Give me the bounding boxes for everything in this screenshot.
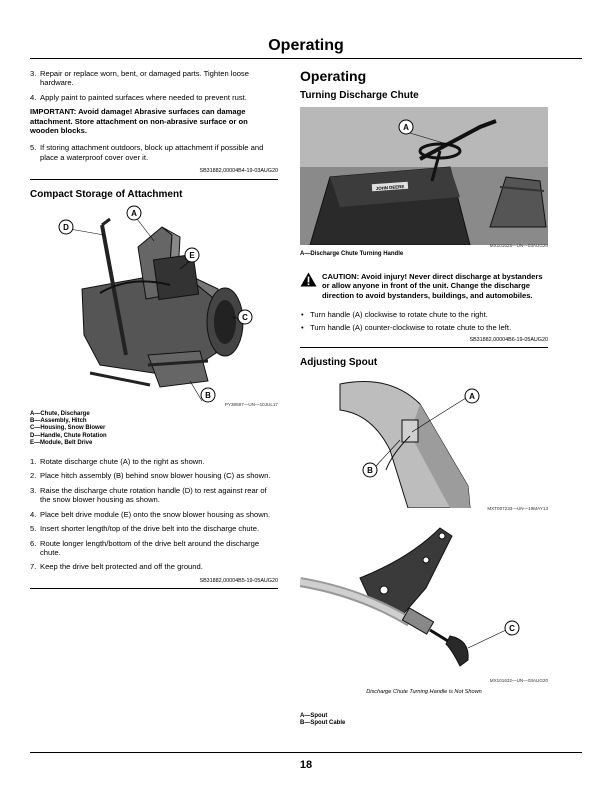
svg-text:B: B <box>205 391 211 401</box>
john-deere-logo-text: JOHN DEERE <box>375 183 405 191</box>
important-note: IMPORTANT: Avoid damage! Abrasive surfaces can damage attachment. Store attachment on non-abrasive surface or on wooden blocks. <box>30 107 248 136</box>
callout-d <box>59 220 73 234</box>
list-item: 6. Route longer length/bottom of the drive belt around the discharge chute. <box>30 538 260 557</box>
legend-item: A—Chute, Discharge <box>30 411 90 418</box>
spout-cable-illustration <box>300 518 548 680</box>
callout-b <box>201 388 215 402</box>
figure-id: PY38587—UN—10JUL17 <box>224 401 278 407</box>
left-column <box>30 69 278 589</box>
figure-id: MXT007233—UN—19MAY13 <box>487 506 548 512</box>
figure-legend <box>30 411 278 447</box>
callout-a <box>399 120 413 134</box>
reference-code: SB31882,00004B6-19-05AUG20 <box>300 336 548 348</box>
storage-steps <box>30 457 278 572</box>
legend-item: B—Assembly, Hitch <box>30 418 87 425</box>
svg-text:A: A <box>131 209 137 219</box>
snow-blower-illustration <box>30 205 278 403</box>
svg-text:C: C <box>242 313 248 323</box>
spout-illustration <box>300 374 548 508</box>
footer-rule <box>30 752 582 753</box>
figure-id: MX101632—UN—03AUG20 <box>489 678 548 684</box>
callout-b <box>363 463 377 477</box>
tractor-illustration <box>300 107 548 245</box>
reference-code: SB31882,00004B5-19-05AUG20 <box>30 577 278 589</box>
callout-a <box>465 389 479 403</box>
subsection-title-adjusting-spout: Adjusting Spout <box>300 357 378 369</box>
list-item: 1. Rotate discharge chute (A) to the right as shown. <box>30 457 205 467</box>
list-item: • Turn handle (A) counter-clockwise to rotate chute to the left. <box>301 322 512 332</box>
list-item: 5. Insert shorter length/top of the drive belt into the discharge chute. <box>30 524 260 534</box>
figure-id: MX101625—UN—03AUG20 <box>489 243 548 249</box>
svg-text:C: C <box>509 623 515 633</box>
snow-blower-storage-figure <box>30 205 278 409</box>
callout-e <box>185 248 199 262</box>
callout-c <box>238 310 252 324</box>
spout-cable-figure <box>300 518 548 686</box>
figure-legend <box>300 713 548 727</box>
spout-figure <box>300 374 548 514</box>
tractor-seat-figure <box>300 107 548 251</box>
storage-step-5 <box>30 143 278 162</box>
legend-item: A—Spout <box>300 713 328 720</box>
page-title: Operating <box>268 37 344 54</box>
list-item: 7. Keep the drive belt protected and off the ground. <box>30 562 203 572</box>
figure-caption: Discharge Chute Turning Handle is Not Shown <box>366 688 482 695</box>
list-item: 5. If storing attachment outdoors, block up attachment if possible and place a waterproof cover over it. <box>30 143 264 162</box>
svg-text:B: B <box>367 465 373 475</box>
svg-text:E: E <box>189 251 195 261</box>
svg-text:D: D <box>63 223 69 233</box>
svg-text:A: A <box>403 122 409 132</box>
header-rule <box>30 58 582 59</box>
right-column <box>300 68 548 728</box>
list-item: • Turn handle (A) clockwise to rotate chute to the right. <box>301 310 488 320</box>
svg-text:A: A <box>469 391 475 401</box>
list-item: 3. Raise the discharge chute rotation handle (D) to rest against rear of the snow blower housing as shown. <box>30 485 267 505</box>
legend-item: D—Handle, Chute Rotation <box>30 432 107 439</box>
list-item: 4. Apply paint to painted surfaces where needed to prevent rust. <box>30 92 247 102</box>
legend-item: C—Housing, Snow Blower <box>30 425 106 432</box>
list-item: 2. Place hitch assembly (B) behind snow blower housing (C) as shown. <box>30 471 271 481</box>
subsection-title-turning-chute: Turning Discharge Chute <box>300 90 419 102</box>
callout-c <box>505 621 519 635</box>
list-item: 4. Place belt drive module (E) onto the snow blower housing as shown. <box>30 509 271 519</box>
legend-item: B—Spout Cable <box>300 720 346 727</box>
figure-legend: A—Discharge Chute Turning Handle <box>300 250 404 257</box>
chute-rotation-bullets <box>300 310 548 332</box>
storage-steps-top <box>30 69 278 102</box>
reference-code: SB31882,00004B4-19-03AUG20 <box>30 167 278 179</box>
legend-item: E—Module, Belt Drive <box>30 439 93 446</box>
warning-triangle-icon <box>300 272 317 287</box>
callout-a <box>127 206 141 220</box>
list-item: 3. Repair or replace worn, bent, or damaged parts. Tighten loose hardware. <box>30 69 249 88</box>
section-title-operating: Operating <box>300 68 367 84</box>
caution-note: CAUTION: Avoid injury! Never direct discharge at bystanders or allow anyone in front of the unit. Change the discharge direction to avoid bystanders, buildings, and automobiles. <box>300 272 548 300</box>
section-title-compact-storage: Compact Storage of Attachment <box>30 188 183 200</box>
page-number: 18 <box>299 759 313 771</box>
